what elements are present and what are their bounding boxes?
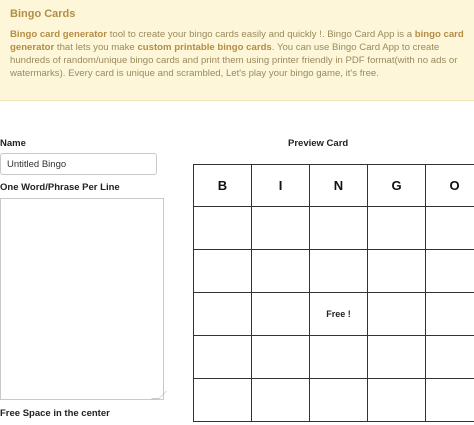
card-cell bbox=[252, 336, 310, 379]
card-cell bbox=[252, 207, 310, 250]
card-header-g: G bbox=[368, 165, 426, 207]
banner-title: Bingo Cards bbox=[10, 8, 76, 20]
card-header-row bbox=[194, 165, 474, 207]
banner-bold-generator: Bingo card generator bbox=[10, 29, 108, 40]
card-cell bbox=[252, 293, 310, 336]
card-header-n: N bbox=[310, 165, 368, 207]
card-cell bbox=[368, 250, 426, 293]
banner-bold-generator-2: bingo card generator bbox=[10, 29, 464, 53]
card-cell bbox=[310, 250, 368, 293]
card-cell bbox=[252, 250, 310, 293]
card-free-space-cell: Free ! bbox=[310, 293, 368, 336]
card-cell bbox=[194, 250, 252, 293]
card-cell bbox=[426, 379, 474, 422]
name-input[interactable] bbox=[0, 153, 157, 175]
intro-banner bbox=[0, 0, 474, 101]
banner-text-1: tool to create your bingo cards easily and quickly !. Bingo Card App is a bbox=[107, 29, 415, 40]
card-cell bbox=[252, 379, 310, 422]
preview-card-title: Preview Card bbox=[288, 138, 349, 149]
banner-bold-custom: custom printable bingo cards bbox=[137, 42, 272, 53]
card-header-b: B bbox=[194, 165, 252, 207]
banner-description bbox=[10, 28, 464, 80]
card-cell bbox=[310, 336, 368, 379]
card-cell bbox=[310, 207, 368, 250]
card-cell bbox=[194, 336, 252, 379]
card-cell bbox=[426, 207, 474, 250]
card-cell bbox=[368, 293, 426, 336]
banner-text-2: that lets you make bbox=[54, 42, 138, 53]
card-row bbox=[194, 379, 474, 422]
phrases-textarea[interactable] bbox=[0, 198, 164, 400]
card-row bbox=[194, 336, 474, 379]
card-cell bbox=[368, 379, 426, 422]
card-cell bbox=[426, 250, 474, 293]
card-row bbox=[194, 250, 474, 293]
banner-text-3: . You can use Bingo Card App to create hundreds of random/unique bingo cards and print them using printer friendly in PDF format(with no ads or watermarks). Every card is unique and scrambled, Let's play your bingo game, it's free. bbox=[10, 42, 458, 79]
bingo-preview-card bbox=[193, 164, 474, 422]
card-cell bbox=[426, 293, 474, 336]
card-row bbox=[194, 293, 474, 336]
card-row bbox=[194, 207, 474, 250]
card-cell bbox=[310, 379, 368, 422]
card-header-i: I bbox=[252, 165, 310, 207]
card-cell bbox=[368, 336, 426, 379]
card-cell bbox=[194, 379, 252, 422]
card-cell bbox=[368, 207, 426, 250]
card-cell bbox=[426, 336, 474, 379]
card-cell bbox=[194, 207, 252, 250]
free-space-label: Free Space in the center bbox=[0, 408, 110, 419]
phrases-label: One Word/Phrase Per Line bbox=[0, 182, 120, 193]
card-header-o: O bbox=[426, 165, 474, 207]
card-cell bbox=[194, 293, 252, 336]
name-label: Name bbox=[0, 138, 26, 149]
